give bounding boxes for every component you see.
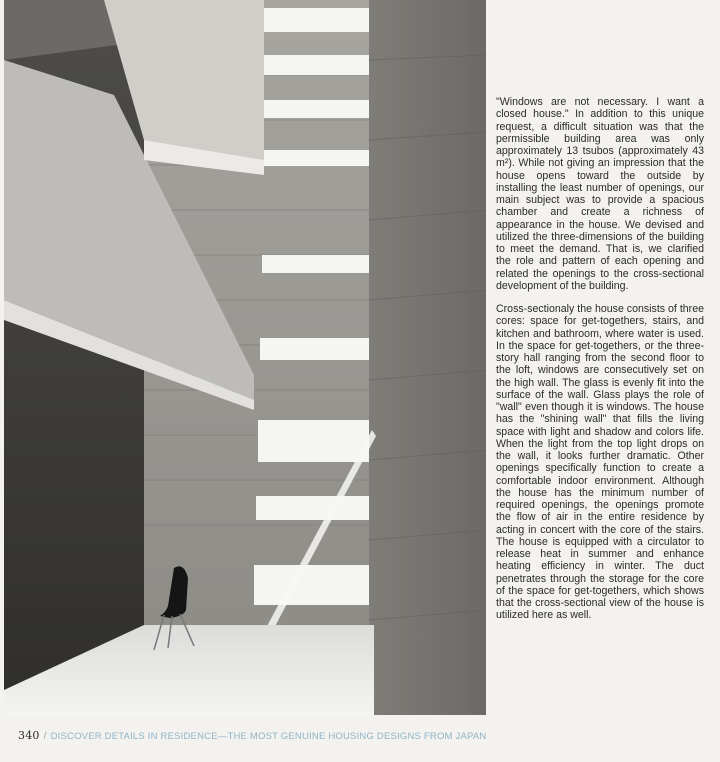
article-text-column (496, 96, 704, 633)
page-footer (18, 729, 486, 745)
running-title: DISCOVER DETAILS IN RESIDENCE—THE MOST GENUINE HOUSING DESIGNS FROM JAPAN (50, 731, 487, 742)
photo-illustration (4, 0, 486, 715)
architecture-photo (4, 0, 486, 715)
footer-separator: / (43, 731, 47, 742)
page-number: 340 (18, 729, 40, 742)
article-paragraph-2: Cross-sectionaly the house consists of three cores: space for get-togethers, stairs, and kitchen and bathroom, where water is used. In the space for get-togethers, or the three-story hall ranging from the second floor to the loft, windows are consecutively set on the high wall. The glass is evenly fit into the surface of the wall. Glass plays the role of "wall" even though it is windows. The house has the "shining wall" that fills the living space with light and shadow and colors life. When the light from the top light drops on the wall, it looks further dramatic. Other openings specifically function to create a comfortable indoor environment. Although the house has the minimum number of required openings, the openings promote the flow of air in the entire residence by acting in concert with the core of the stairs. The house is equipped with a circulator to release heat in summer and enhance heating efficiency in winter. The duct penetrates through the storage for the core of the space for get-togethers, which shows that the cross-sectional view of the house is utilized here as well. (496, 303, 704, 622)
article-paragraph-1: "Windows are not necessary. I want a closed house." In addition to this unique request, a difficult situation was that the permissible building area was only approximately 13 tsubos (approximately 43 m²). While not giving an impression that the house opens toward the outside by installing the least number of openings, our main subject was to provide a spacious chamber and create a richness of appearance in the house. We devised and utilized the three-dimensions of the building to meet the demand. That is, we clarified the role and pattern of each opening and related the openings to the cross-sectional development of the building. (496, 96, 704, 292)
